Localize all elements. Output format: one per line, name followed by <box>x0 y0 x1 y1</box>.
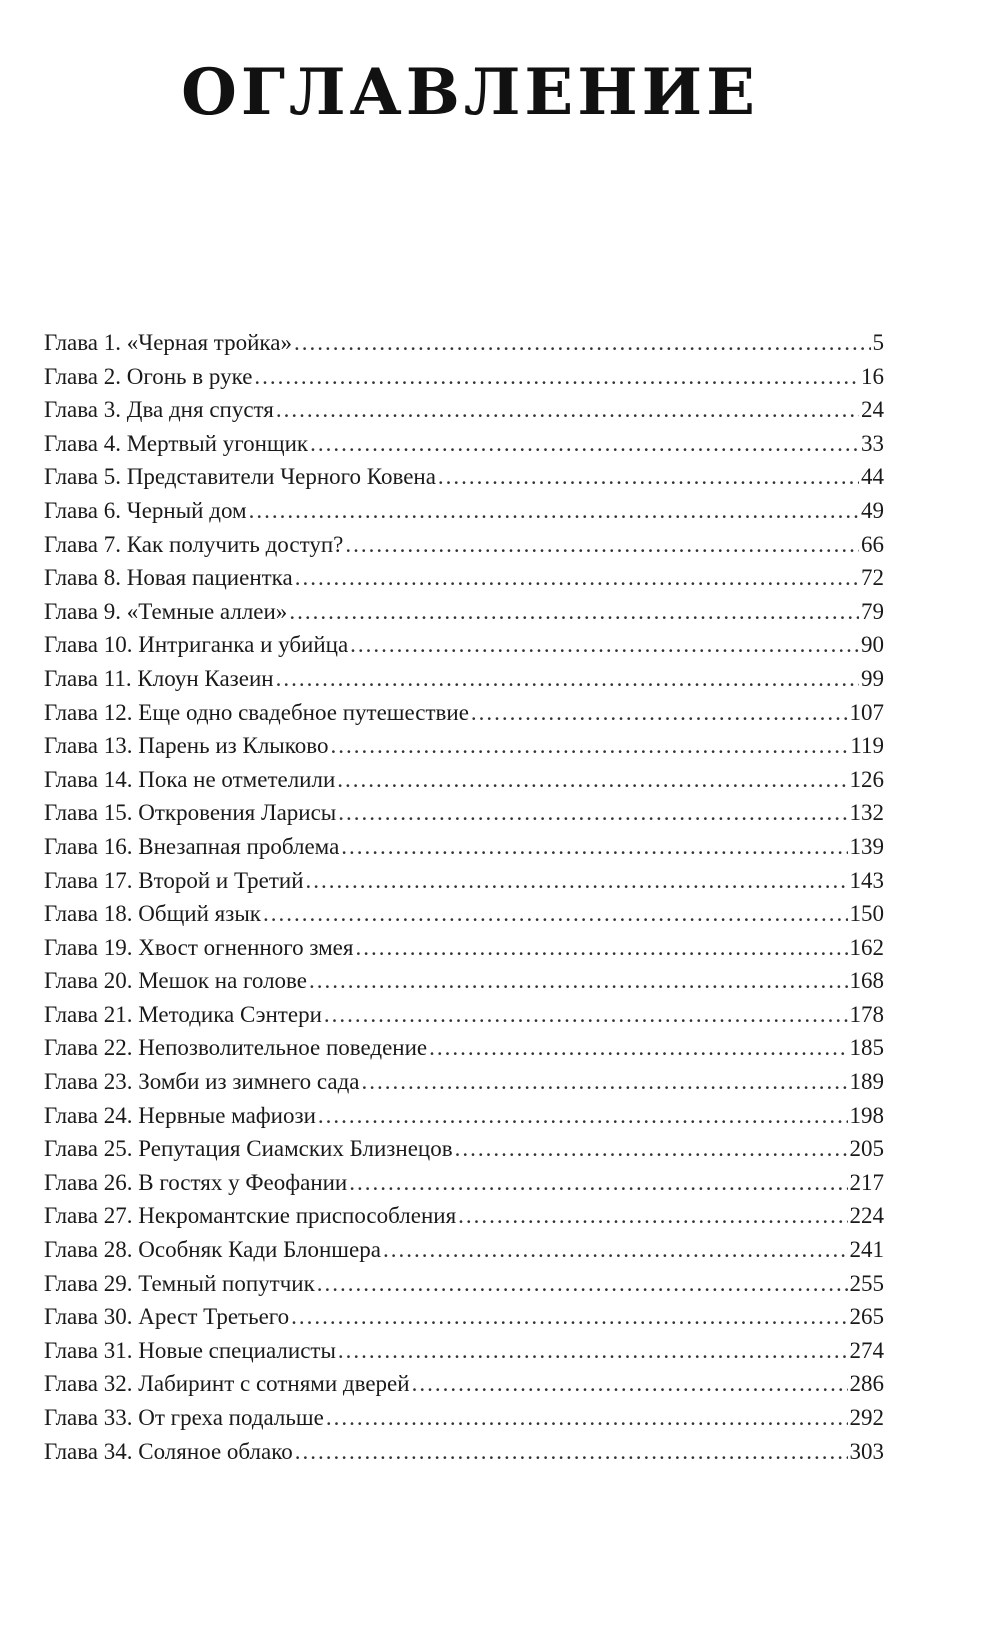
toc-entry-page: 189 <box>849 1069 884 1095</box>
toc-entry <box>44 834 884 868</box>
toc-entry-page: 205 <box>849 1136 884 1162</box>
page-title: ОГЛАВЛЕНИЕ <box>181 55 759 130</box>
toc-entry-label: Глава 28. Особняк Кади Блоншера <box>44 1237 381 1263</box>
toc-entry-label: Глава 11. Клоун Казеин <box>44 665 274 691</box>
toc-leader-dots <box>317 1271 848 1297</box>
toc-entry-page: 126 <box>849 766 884 792</box>
toc-entry-page: 66 <box>861 531 884 557</box>
toc-entry-page: 150 <box>849 901 884 927</box>
toc-entry-label: Глава 4. Мертвый угонщик <box>44 430 309 456</box>
toc-leader-dots <box>276 397 859 423</box>
toc-entry <box>44 1069 884 1103</box>
toc-leader-dots <box>338 800 847 826</box>
toc-entry-page: 33 <box>861 430 884 456</box>
toc-entry-label: Глава 27. Некромантские приспособления <box>44 1203 457 1229</box>
toc-entry <box>44 431 884 465</box>
toc-entry-page: 255 <box>849 1270 884 1296</box>
toc-entry <box>44 1002 884 1036</box>
toc-entry-page: 143 <box>849 867 884 893</box>
toc-entry <box>44 1170 884 1204</box>
toc-entry-label: Глава 23. Зомби из зимнего сада <box>44 1069 360 1095</box>
toc-entry-label: Глава 22. Непозволительное поведение <box>44 1035 428 1061</box>
toc-entry-page: 107 <box>849 699 884 725</box>
toc-entry-label: Глава 34. Соляное облако <box>44 1438 293 1464</box>
toc-entry-label: Глава 16. Внезапная проблема <box>44 833 340 859</box>
toc-entry-page: 24 <box>861 397 884 423</box>
toc-entry-label: Глава 2. Огонь в руке <box>44 363 253 389</box>
toc-entry-page: 162 <box>849 934 884 960</box>
toc-entry <box>44 1405 884 1439</box>
toc-leader-dots <box>291 1304 847 1330</box>
toc-entry <box>44 868 884 902</box>
toc-entry-label: Глава 24. Нервные мафиози <box>44 1102 316 1128</box>
toc-entry-page: 132 <box>849 800 884 826</box>
toc-entry-label: Глава 29. Темный попутчик <box>44 1270 315 1296</box>
toc-leader-dots <box>249 498 859 524</box>
toc-entry <box>44 935 884 969</box>
toc-entry-page: 292 <box>849 1405 884 1430</box>
toc-leader-dots <box>318 1103 848 1129</box>
toc-entry <box>44 800 884 834</box>
toc-leader-dots <box>337 767 847 793</box>
toc-leader-dots <box>383 1237 848 1263</box>
toc-leader-dots <box>324 1002 848 1028</box>
toc-entry-label: Глава 5. Представители Черного Ковена <box>44 464 436 490</box>
toc-entry-label: Глава 8. Новая пациентка <box>44 565 293 591</box>
toc-entry-label: Глава 3. Два дня спустя <box>44 397 274 423</box>
toc-entry <box>44 733 884 767</box>
toc-entry-page: 224 <box>849 1203 884 1229</box>
toc-entry-page: 274 <box>849 1337 884 1363</box>
toc-entry-label: Глава 21. Методика Сэнтери <box>44 1001 322 1027</box>
toc-entry-page: 178 <box>849 1001 884 1027</box>
toc-leader-dots <box>338 1338 848 1364</box>
toc-entry-page: 5 <box>872 330 884 355</box>
toc-entry-label: Глава 31. Новые специалисты <box>44 1337 336 1363</box>
toc-leader-dots <box>412 1371 848 1397</box>
toc-entry-label: Глава 18. Общий язык <box>44 901 261 927</box>
toc-leader-dots <box>310 431 859 457</box>
toc-entry-page: 99 <box>861 665 884 691</box>
toc-leader-dots <box>263 901 848 927</box>
toc-entry-page: 265 <box>849 1304 884 1330</box>
toc-entry-label: Глава 33. От греха подальше <box>44 1405 324 1430</box>
toc-entry <box>44 901 884 935</box>
toc-leader-dots <box>276 666 859 692</box>
toc-entry <box>44 599 884 633</box>
toc-entry-label: Глава 32. Лабиринт с сотнями дверей <box>44 1371 410 1397</box>
toc-entry-page: 217 <box>849 1169 884 1195</box>
toc-entry-page: 241 <box>849 1237 884 1263</box>
toc-entry-page: 90 <box>861 632 884 658</box>
toc-entry-label: Глава 12. Еще одно свадебное путешествие <box>44 699 469 725</box>
toc-entry-page: 185 <box>849 1035 884 1061</box>
toc-entry <box>44 1203 884 1237</box>
toc-entry <box>44 1271 884 1305</box>
toc-leader-dots <box>429 1035 847 1061</box>
toc-leader-dots <box>295 565 859 591</box>
toc-entry-label: Глава 25. Репутация Сиамских Близнецов <box>44 1136 453 1162</box>
toc-leader-dots <box>458 1203 847 1229</box>
toc-leader-dots <box>438 464 859 490</box>
toc-leader-dots <box>355 935 847 961</box>
toc-leader-dots <box>326 1405 848 1431</box>
toc-entry-page: 72 <box>861 565 884 591</box>
toc-entry-page: 286 <box>849 1371 884 1397</box>
toc-entry-page: 16 <box>861 363 884 389</box>
toc-entry-label: Глава 7. Как получить доступ? <box>44 531 344 557</box>
toc-leader-dots <box>295 1439 848 1465</box>
toc-entry <box>44 700 884 734</box>
toc-entry-label: Глава 26. В гостях у Феофании <box>44 1169 348 1195</box>
toc-entry <box>44 397 884 431</box>
toc-entry-page: 119 <box>850 733 884 759</box>
toc-leader-dots <box>309 968 848 994</box>
table-of-contents <box>44 330 884 1472</box>
toc-leader-dots <box>471 700 848 726</box>
toc-entry-page: 79 <box>861 598 884 624</box>
toc-leader-dots <box>306 868 848 894</box>
toc-leader-dots <box>341 834 847 860</box>
toc-entry-page: 44 <box>861 464 884 490</box>
toc-entry-label: Глава 15. Откровения Ларисы <box>44 800 337 826</box>
toc-entry <box>44 1439 884 1473</box>
toc-entry <box>44 767 884 801</box>
toc-leader-dots <box>345 532 859 558</box>
toc-entry <box>44 1136 884 1170</box>
toc-entry-page: 49 <box>861 497 884 523</box>
toc-entry-label: Глава 19. Хвост огненного змея <box>44 934 354 960</box>
toc-entry-page: 139 <box>849 833 884 859</box>
toc-entry <box>44 632 884 666</box>
toc-entry <box>44 565 884 599</box>
toc-entry-page: 168 <box>849 968 884 994</box>
toc-leader-dots <box>289 599 859 625</box>
toc-entry-label: Глава 20. Мешок на голове <box>44 968 307 994</box>
toc-entry <box>44 464 884 498</box>
toc-leader-dots <box>254 364 859 390</box>
toc-entry <box>44 1371 884 1405</box>
toc-entry-label: Глава 6. Черный дом <box>44 497 247 523</box>
toc-entry <box>44 1338 884 1372</box>
toc-entry <box>44 1103 884 1137</box>
toc-entry <box>44 532 884 566</box>
toc-entry-label: Глава 10. Интриганка и убийца <box>44 632 349 658</box>
toc-entry <box>44 1035 884 1069</box>
toc-entry <box>44 1237 884 1271</box>
toc-entry <box>44 1304 884 1338</box>
toc-leader-dots <box>294 330 871 356</box>
toc-leader-dots <box>362 1069 848 1095</box>
toc-entry-label: Глава 17. Второй и Третий <box>44 867 304 893</box>
toc-entry <box>44 968 884 1002</box>
toc-entry <box>44 330 884 364</box>
toc-entry-page: 303 <box>849 1438 884 1464</box>
toc-entry-label: Глава 14. Пока не отметелили <box>44 766 336 792</box>
toc-entry-label: Глава 30. Арест Третьего <box>44 1304 290 1330</box>
toc-leader-dots <box>330 733 848 759</box>
toc-entry-label: Глава 9. «Темные аллеи» <box>44 598 288 624</box>
toc-leader-dots <box>349 1170 847 1196</box>
toc-leader-dots <box>455 1136 848 1162</box>
toc-entry-label: Глава 13. Парень из Клыково <box>44 733 329 759</box>
toc-entry-page: 198 <box>849 1102 884 1128</box>
toc-leader-dots <box>350 632 859 658</box>
toc-entry <box>44 498 884 532</box>
toc-entry <box>44 364 884 398</box>
toc-entry-label: Глава 1. «Черная тройка» <box>44 330 292 355</box>
toc-entry <box>44 666 884 700</box>
